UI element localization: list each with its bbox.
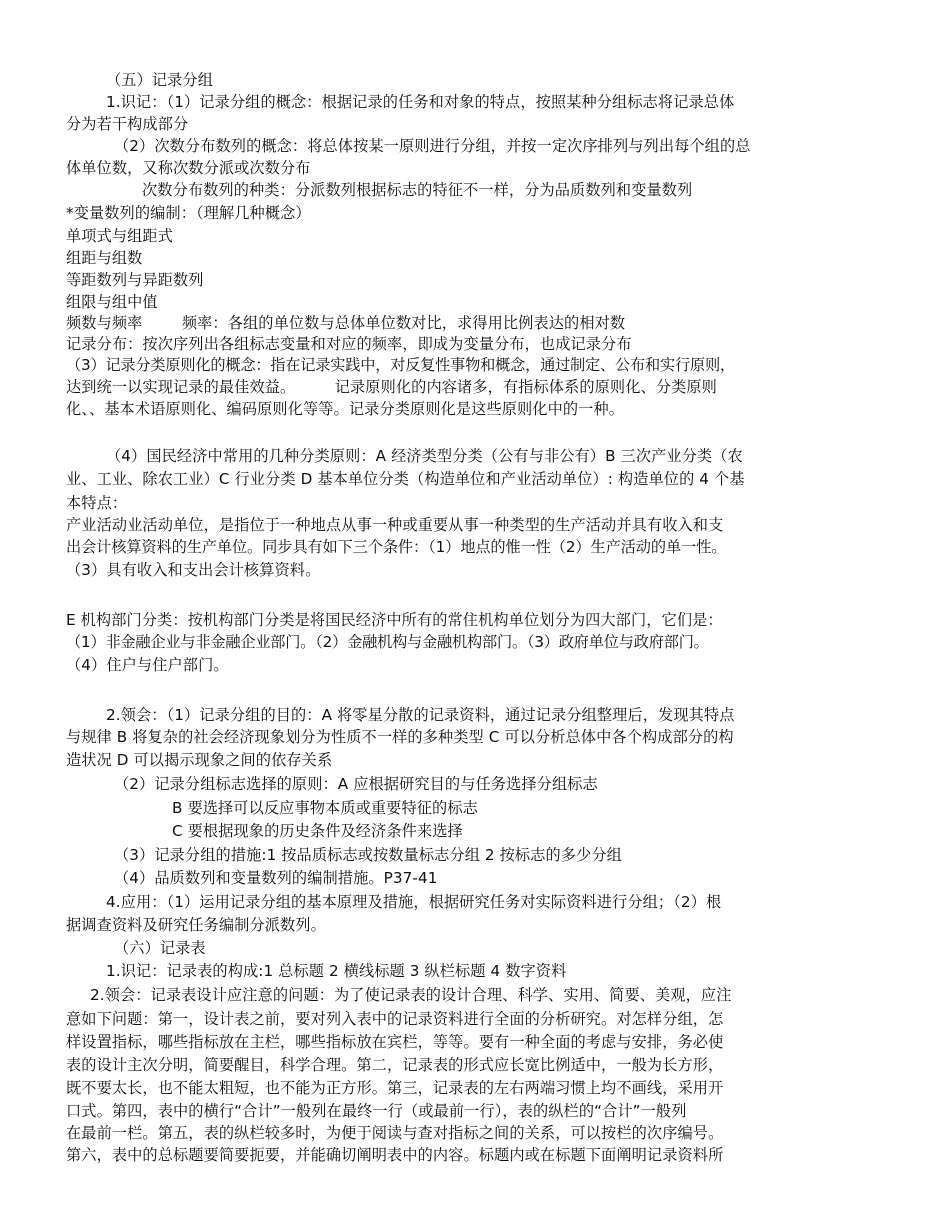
- text-line: （4）国民经济中常用的几种分类原则：A 经济类型分类（公有与非公有）B 三次产业分类（农: [106, 447, 743, 465]
- text-line: （3）记录分组的措施:1 按品质标志或按数量标志分组 2 按标志的多少分组: [114, 846, 622, 864]
- text-line: （4）住户与住户部门。: [66, 656, 229, 674]
- text-line: 记录分布：按次序列出各组标志变量和对应的频率，即成为变量分布，也成记录分布: [66, 335, 632, 353]
- text-line: 与规律 B 将复杂的社会经济现象划分为性质不一样的多种类型 C 可以分析总体中各个构成部分的构: [66, 728, 734, 746]
- text-line: 频数与频率 频率：各组的单位数与总体单位数对比，求得用比例表达的相对数: [66, 314, 626, 332]
- text-line: C 要根据现象的历史条件及经济条件来选择: [172, 822, 463, 840]
- text-line: 4.应用：（1）运用记录分组的基本原理及措施，根据研究任务对实际资料进行分组；（2）根: [106, 893, 722, 911]
- text-line: 2.领会：（1）记录分组的目的：A 将零星分散的记录资料，通过记录分组整理后，发现其特点: [106, 706, 735, 724]
- text-line: 产业活动业活动单位，是指位于一种地点从事一种或重要从事一种类型的生产活动并具有收入和支: [66, 516, 724, 534]
- text-line: 等距数列与异距数列: [66, 271, 204, 289]
- text-line: 第六，表中的总标题要简要扼要，并能确切阐明表中的内容。标题内或在标题下面阐明记录资料所: [66, 1146, 724, 1164]
- text-line: 意如下问题：第一，设计表之前，要对列入表中的记录资料进行全面的分析研究。对怎样分组，怎: [66, 1010, 724, 1028]
- text-line: 体单位数，又称次数分派或次数分布: [66, 159, 311, 177]
- text-line: 既不要太长，也不能太粗短，也不能为正方形。第三，记录表的左右两端习惯上均不画线，采用开: [66, 1079, 724, 1097]
- section-heading-5: （五）记录分组: [106, 71, 214, 89]
- text-line: 出会计核算资料的生产单位。同步具有如下三个条件：（1）地点的惟一性（2）生产活动的单一性。: [66, 538, 727, 556]
- text-line: （3）记录分类原则化的概念：指在记录实践中，对反复性事物和概念，通过制定、公布和实行原则，: [66, 356, 735, 374]
- text-line: *变量数列的编制：（理解几种概念）: [66, 204, 311, 222]
- section-heading-6: （六）记录表: [114, 939, 206, 957]
- text-line: 次数分布数列的种类：分派数列根据标志的特征不一样，分为品质数列和变量数列: [142, 181, 693, 199]
- text-line: 分为若干构成部分: [66, 115, 189, 133]
- text-line: 造状况 D 可以揭示现象之间的依存关系: [66, 751, 333, 769]
- text-line: 化、、基本术语原则化、编码原则化等等。记录分类原则化是这些原则化中的一种。: [66, 400, 625, 418]
- text-line: （3）具有收入和支出会计核算资料。: [66, 561, 321, 579]
- text-line: 达到统一以实现记录的最佳效益。 记录原则化的内容诸多，有指标体系的原则化、分类原则: [66, 378, 717, 396]
- text-line: 2.领会：记录表设计应注意的问题：为了使记录表的设计合理、科学、实用、简要、美观，应注: [90, 986, 732, 1004]
- text-line: 组限与组中值: [66, 293, 158, 311]
- text-line: 口式。第四，表中的横行“合计”一般列在最终一行（或最前一行），表的纵栏的“合计”一般列: [66, 1102, 687, 1120]
- text-line: 本特点：: [66, 494, 128, 512]
- text-line: （2）记录分组标志选择的原则：A 应根据研究目的与任务选择分组标志: [114, 775, 598, 793]
- text-line: 在最前一栏。第五，表的纵栏较多时，为便于阅读与查对指标之间的关系，可以按栏的次序编号。: [66, 1124, 724, 1142]
- text-line: （2）次数分布数列的概念：将总体按某一原则进行分组，并按一定次序排列与列出每个组的总: [114, 137, 751, 155]
- text-line: （4）品质数列和变量数列的编制措施。P37-41: [114, 869, 438, 887]
- text-line: 1.识记：（1）记录分组的概念：根据记录的任务和对象的特点，按照某种分组标志将记录总体: [106, 93, 735, 111]
- text-line: 表的设计主次分明，简要醒目，科学合理。第二，记录表的形式应长宽比例适中，一般为长方形，: [66, 1056, 724, 1074]
- text-line: B 要选择可以反应事物本质或重要特征的标志: [172, 799, 478, 817]
- text-line: E 机构部门分类：按机构部门分类是将国民经济中所有的常住机构单位划分为四大部门，它们是：: [66, 611, 723, 629]
- text-line: 单项式与组距式: [66, 227, 174, 245]
- text-line: 据调查资料及研究任务编制分派数列。: [66, 916, 326, 934]
- text-line: 组距与组数: [66, 249, 143, 267]
- text-line: （1）非金融企业与非金融企业部门。（2）金融机构与金融机构部门。（3）政府单位与政府部门。: [66, 633, 709, 651]
- text-line: 1.识记：记录表的构成:1 总标题 2 横线标题 3 纵栏标题 4 数字资料: [106, 962, 567, 980]
- text-line: 业、工业、除农工业）C 行业分类 D 基本单位分类（构造单位和产业活动单位）: 构造单位的 4 个基: [66, 470, 745, 488]
- text-line: 样设置指标，哪些指标放在主栏，哪些指标放在宾栏，等等。要有一种全面的考虑与安排，务必使: [66, 1033, 724, 1051]
